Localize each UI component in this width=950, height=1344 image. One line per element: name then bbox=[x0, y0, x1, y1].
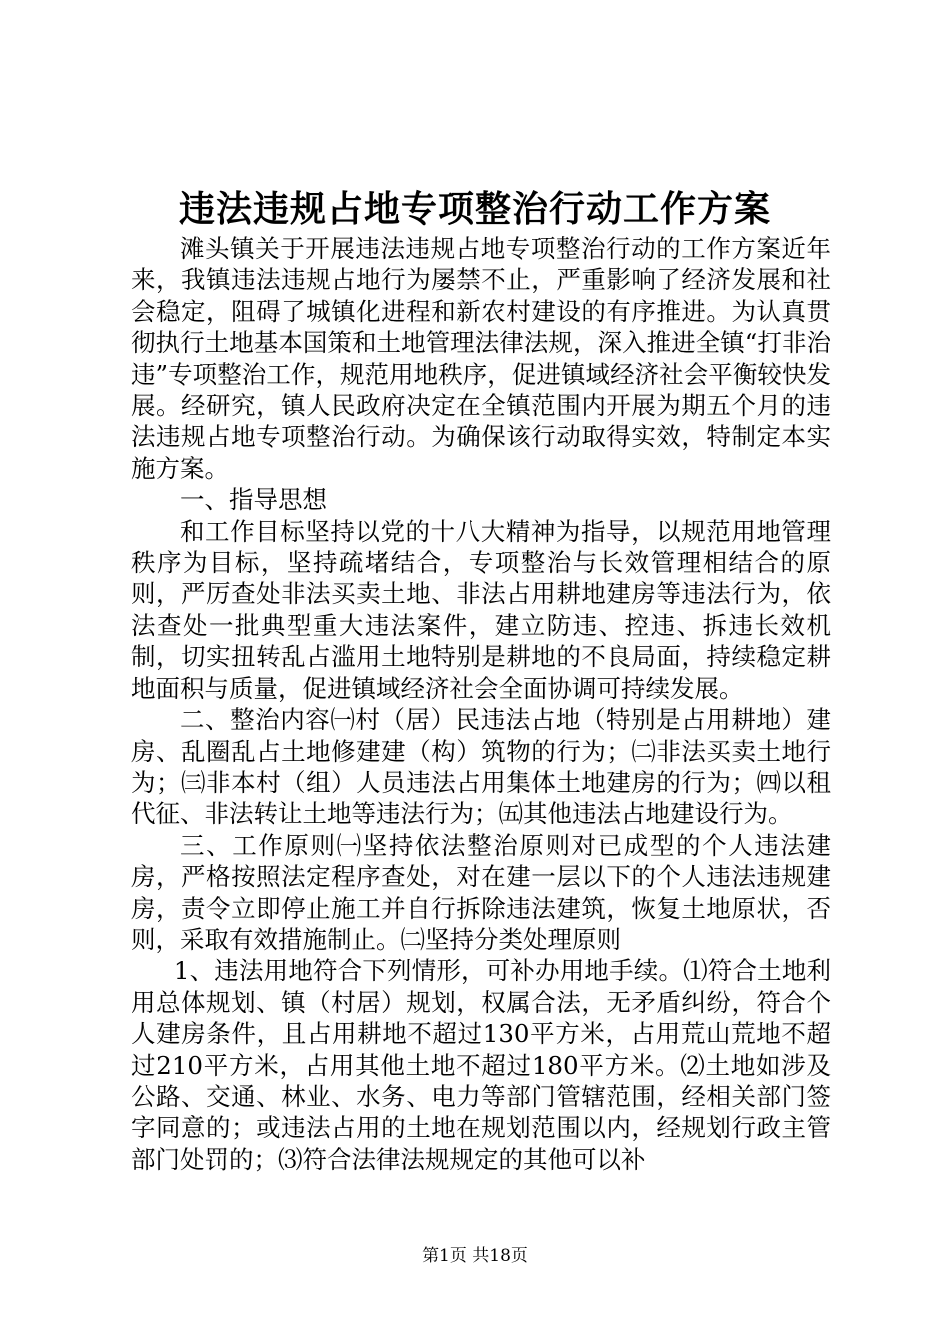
paragraph-rectification-content: 二、整治内容㈠村（居）民违法占地（特别是占用耕地）建房、乱圈乱占土地修建建（构）筑物的行为；㈡非法买卖土地行为；㈢非本村（组）人员违法占用集体土地建房的行为；㈣以租代征、非法转让土地等违法行为；㈤其他违法占地建设行为。 bbox=[131, 705, 831, 829]
page-number: 第1页 共18页 bbox=[422, 1246, 528, 1266]
section-heading-guiding-ideology: 一、指导思想 bbox=[180, 485, 327, 515]
paragraph-intro: 滩头镇关于开展违法违规占地专项整治行动的工作方案近年来，我镇违法违规占地行为屡禁不止，严重影响了经济发展和社会稳定，阻碍了城镇化进程和新农村建设的有序推进。为认真贯彻执行土地基本国策和土地管理法律法规，深入推进全镇“打非治违”专项整治工作，规范用地秩序，促进镇域经济社会平衡较快发展。经研究，镇人民政府决定在全镇范围内开展为期五个月的违法违规占地专项整治行动。为确保该行动取得实效，特制定本实施方案。 bbox=[131, 234, 831, 483]
paragraph-supplementary-procedures: 1、违法用地符合下列情形，可补办用地手续。⑴符合土地利用总体规划、镇（村居）规划，权属合法，无矛盾纠纷，符合个人建房条件，且占用耕地不超过130平方米，占用荒山荒地不超过210平方米，占用其他土地不超过180平方米。⑵土地如涉及公路、交通、林业、水务、电力等部门管辖范围，经相关部门签字同意的；或违法占用的土地在规划范围以内，经规划行政主管部门处罚的；⑶符合法律法规规定的其他可以补 bbox=[131, 956, 831, 1174]
paragraph-guiding-ideology: 和工作目标坚持以党的十八大精神为指导，以规范用地管理秩序为目标，坚持疏堵结合，专项整治与长效管理相结合的原则，严厉查处非法买卖土地、非法占用耕地建房等违法行为，依法查处一批典型重大违法案件，建立防违、控违、拆违长效机制，切实扭转乱占滥用土地特别是耕地的不良局面，持续稳定耕地面积与质量，促进镇域经济社会全面协调可持续发展。 bbox=[131, 516, 831, 703]
paragraph-work-principles: 三、工作原则㈠坚持依法整治原则对已成型的个人违法建房，严格按照法定程序查处，对在建一层以下的个人违法违规建房，责令立即停止施工并自行拆除违法建筑，恢复土地原状，否则，采取有效措施制止。㈡坚持分类处理原则 bbox=[131, 830, 831, 954]
document-body bbox=[131, 233, 831, 1175]
document-title: 违法违规占地专项整治行动工作方案 bbox=[178, 188, 771, 230]
